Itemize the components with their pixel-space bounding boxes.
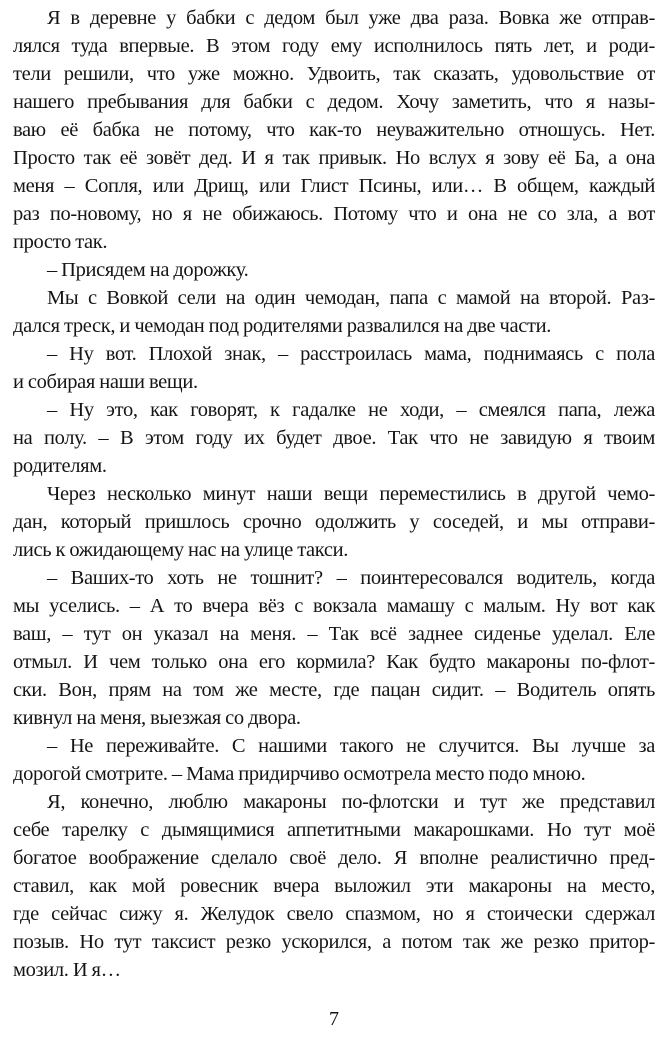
page-number: 7	[329, 1008, 339, 1030]
paragraph	[13, 284, 655, 340]
text-line: меня – Сопля, или Дрищ, или Глист Псины, или… В общем, каждый	[13, 175, 655, 197]
text-line: тели решили, что уже можно. Удвоить, так сказать, удовольствие от	[13, 63, 655, 85]
paragraph	[13, 340, 655, 396]
text-line: нашего пребывания для бабки с дедом. Хочу заметить, что я назы-	[13, 91, 655, 113]
text-line: на полу. – В этом году их будет двое. Так что не завидую я твоим	[13, 427, 655, 449]
paragraph	[13, 564, 655, 732]
text-line: дался треск, и чемодан под родителями развалился на две части.	[13, 315, 552, 337]
text-line: себе тарелку с дымящимися аппетитными макарошками. Но тут моё	[13, 819, 655, 841]
paragraph	[13, 256, 655, 284]
text-line: и собирая наши вещи.	[13, 371, 198, 393]
text-line: Я в деревне у бабки с дедом был уже два раза. Вовка же отправ-	[47, 7, 655, 29]
text-line: мы уселись. – А то вчера вёз с вокзала мамашу с малым. Ну вот как	[13, 595, 655, 617]
text-line: лись к ожидающему нас на улице такси.	[13, 539, 349, 561]
paragraph	[13, 4, 655, 256]
text-line: ставил, как мой ровесник вчера выложил эти макароны на место,	[13, 875, 655, 897]
text-line: ваш, – тут он указал на меня. – Так всё заднее сиденье уделал. Еле	[13, 623, 655, 645]
text-line: где сейчас сижу я. Желудок свело спазмом, но я стоически сдержал	[13, 903, 655, 925]
text-line: – Не переживайте. С нашими такого не случится. Вы лучше за	[47, 735, 655, 757]
paragraph	[13, 480, 655, 564]
paragraph	[13, 788, 655, 984]
text-line: – Ну это, как говорят, к гадалке не ходи, – смеялся папа, лежа	[47, 399, 655, 421]
text-line: лялся туда впервые. В этом году ему исполнилось пять лет, и роди-	[13, 35, 655, 57]
text-line: мозил. И я…	[13, 959, 121, 981]
page-body-text	[13, 4, 655, 984]
text-line: дорогой смотрите. – Мама придирчиво осмотрела место подо мною.	[13, 763, 586, 785]
text-line: ваю её бабка не потому, что как-то неуважительно отношусь. Нет.	[13, 119, 655, 141]
text-line: родителям.	[13, 455, 107, 477]
paragraph	[13, 732, 655, 788]
text-line: кивнул на меня, выезжая со двора.	[13, 707, 301, 729]
text-line: дан, который пришлось срочно одолжить у соседей, и мы отправи-	[13, 511, 655, 533]
text-line: Я, конечно, люблю макароны по-флотски и тут же представил	[47, 791, 655, 813]
text-line: – Ну вот. Плохой знак, – расстроилась мама, поднимаясь с пола	[47, 343, 655, 365]
text-line: Просто так её зовёт дед. И я так привык. Но вслух я зову её Ба, а она	[13, 147, 655, 169]
text-line: ски. Вон, прям на том же месте, где пацан сидит. – Водитель опять	[13, 679, 655, 701]
text-line: – Ваших-то хоть не тошнит? – поинтересовался водитель, когда	[47, 567, 655, 589]
text-line: отмыл. И чем только она его кормила? Как будто макароны по-флот-	[13, 651, 655, 673]
text-line: – Присядем на дорожку.	[47, 259, 249, 281]
text-line: Через несколько минут наши вещи переместились в другой чемо-	[47, 483, 655, 505]
text-line: позыв. Но тут таксист резко ускорился, а потом так же резко притор-	[13, 931, 655, 953]
text-line: раз по-новому, но я не обижаюсь. Потому что и она не со зла, а вот	[13, 203, 655, 225]
paragraph	[13, 396, 655, 480]
text-line: Мы с Вовкой сели на один чемодан, папа с мамой на второй. Раз-	[47, 287, 655, 309]
text-line: богатое воображение сделало своё дело. Я вполне реалистично пред-	[13, 847, 655, 869]
text-line: просто так.	[13, 231, 108, 253]
